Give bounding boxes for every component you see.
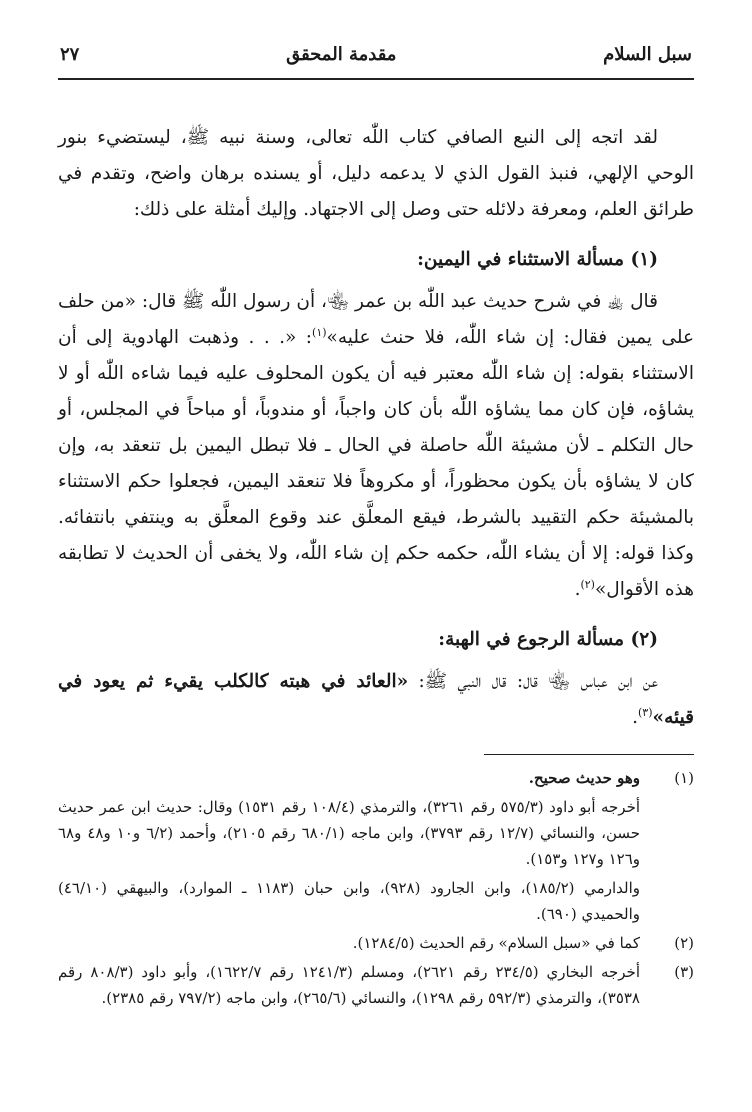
- footnote-ref-1[interactable]: (١): [312, 325, 327, 339]
- oath-end: .: [574, 579, 581, 600]
- footnote-line: كما في «سبل السلام» رقم الحديث (١٢٨٤/٥).: [352, 934, 640, 952]
- footnote-text: [58, 765, 640, 927]
- intro-paragraph: لقد اتجه إلى النبع الصافي كتاب اللّٰه تعالى، وسنة نبيه ﷺ، ليستضيء بنور الوحي الإلهي، فنبذ القول الذي لا يدعمه دليل، أو يسنده برهان واضح، وتقدم في طرائق العلم، ومعرفة دلائله حتى وصل إلى الاجتهاد. وإليك أمثلة على ذلك:: [58, 127, 694, 220]
- footnote-3: [58, 959, 694, 1011]
- footnotes: [58, 765, 694, 1011]
- footnote-number: (٣): [674, 963, 694, 981]
- gift-hadith-quote: «العائد في هبته كالكلب يقيء ثم يعود في قيئه»: [58, 671, 694, 728]
- book-title: سبل السلام: [603, 44, 692, 65]
- footnote-1: [58, 765, 694, 927]
- oath-hadith-lead: قال ﵀ في شرح حديث عبد اللّٰه بن عمر ﵄، أن رسول اللّٰه ﷺ قال: «من حلف على يمين فقال: إن شاء اللّٰه، فلا حنث عليه»: [58, 291, 695, 348]
- footnote-text: [58, 930, 640, 956]
- footnote-line: أخرجه أبو داود (٥٧٥/٣ رقم ٣٢٦١)، والترمذي (١٠٨/٤ رقم ١٥٣١) وقال: حديث ابن عمر حديث حسن، والنسائي (١٢/٧ رقم ٣٧٩٣)، وابن ماجه (٦٨٠/١ رقم ٢١٠٥)، وأحمد (٦/٢ و١٠ و٤٨ و٦٨ و١٢٦ و١٢٧ و١٥٣).: [58, 798, 641, 868]
- gift-hadith-lead: عن ابن عباس ﵄ قال: قال النبي ﷺ:: [408, 671, 658, 692]
- footnote-text: [58, 959, 640, 1011]
- footnote-number: (١): [674, 769, 694, 787]
- main-text: [58, 120, 694, 736]
- chapter-title: مقدمة المحقق: [286, 44, 397, 65]
- footnote-line: وهو حديث صحيح.: [528, 769, 640, 787]
- footnote-separator: [484, 754, 694, 755]
- footnote-ref-2[interactable]: (٢): [580, 577, 595, 591]
- gift-return-paragraph: [58, 664, 694, 736]
- footnote-number: (٢): [674, 934, 694, 952]
- footnote-line: والدارمي (١٨٥/٢)، وابن الجارود (٩٢٨)، وابن حبان (١١٨٣ ـ الموارد)، والبيهقي (٤٦/١٠) والحميدي (٦٩٠).: [58, 879, 640, 923]
- footnote-2: [58, 930, 694, 956]
- running-header: [58, 44, 694, 80]
- oath-commentary: : «. . . وذهبت الهادوية إلى أن الاستثناء بقوله: إن شاء اللّٰه معتبر فيه أن يكون المحلوف عليه فيما شاءه اللّٰه أو لا يشاؤه، فإن كان مما يشاؤه اللّٰه بأن كان واجباً، أو مندوباً، أو مباحاً في المجلس، أو حال التكلم ـ لأن مشيئة اللّٰه حاصلة في الحال ـ فلا تبطل اليمين بل تنعقد به، وإن كان لا يشاؤه بأن يكون محظوراً، أو مكروهاً فلا تنعقد اليمين، فجعلوا حكم الاستثناء بالمشيئة حكم التقييد بالشرط، فيقع المعلَّق عند وقوع المعلَّق به وينتفي بانتفائه. وكذا قوله: إلا أن يشاء اللّٰه، حكمه حكم إن شاء اللّٰه، ولا يخفى أن الحديث لا تطابقه هذه الأقوال»: [58, 327, 694, 600]
- gift-end: .: [632, 707, 638, 728]
- section-heading-gift-return: (٢) مسألة الرجوع في الهبة:: [438, 629, 658, 650]
- footnote-ref-3[interactable]: (٣): [637, 705, 653, 719]
- footnote-line: أخرجه البخاري (٢٣٤/٥ رقم ٢٦٢١)، ومسلم (١٢٤١/٣ رقم ١٦٢٢/٧)، وأبو داود (٨٠٨/٣ رقم ٣٥٣٨)، والترمذي (٥٩٢/٣ رقم ١٢٩٨)، والنسائي (٢٦٥/٦)، وابن ماجه (٧٩٧/٢ رقم ٢٣٨٥).: [58, 963, 640, 1007]
- page-number: ٢٧: [60, 44, 80, 65]
- section-heading-oath-exception: (١) مسألة الاستثناء في اليمين:: [417, 249, 658, 270]
- oath-exception-paragraph: [58, 284, 694, 608]
